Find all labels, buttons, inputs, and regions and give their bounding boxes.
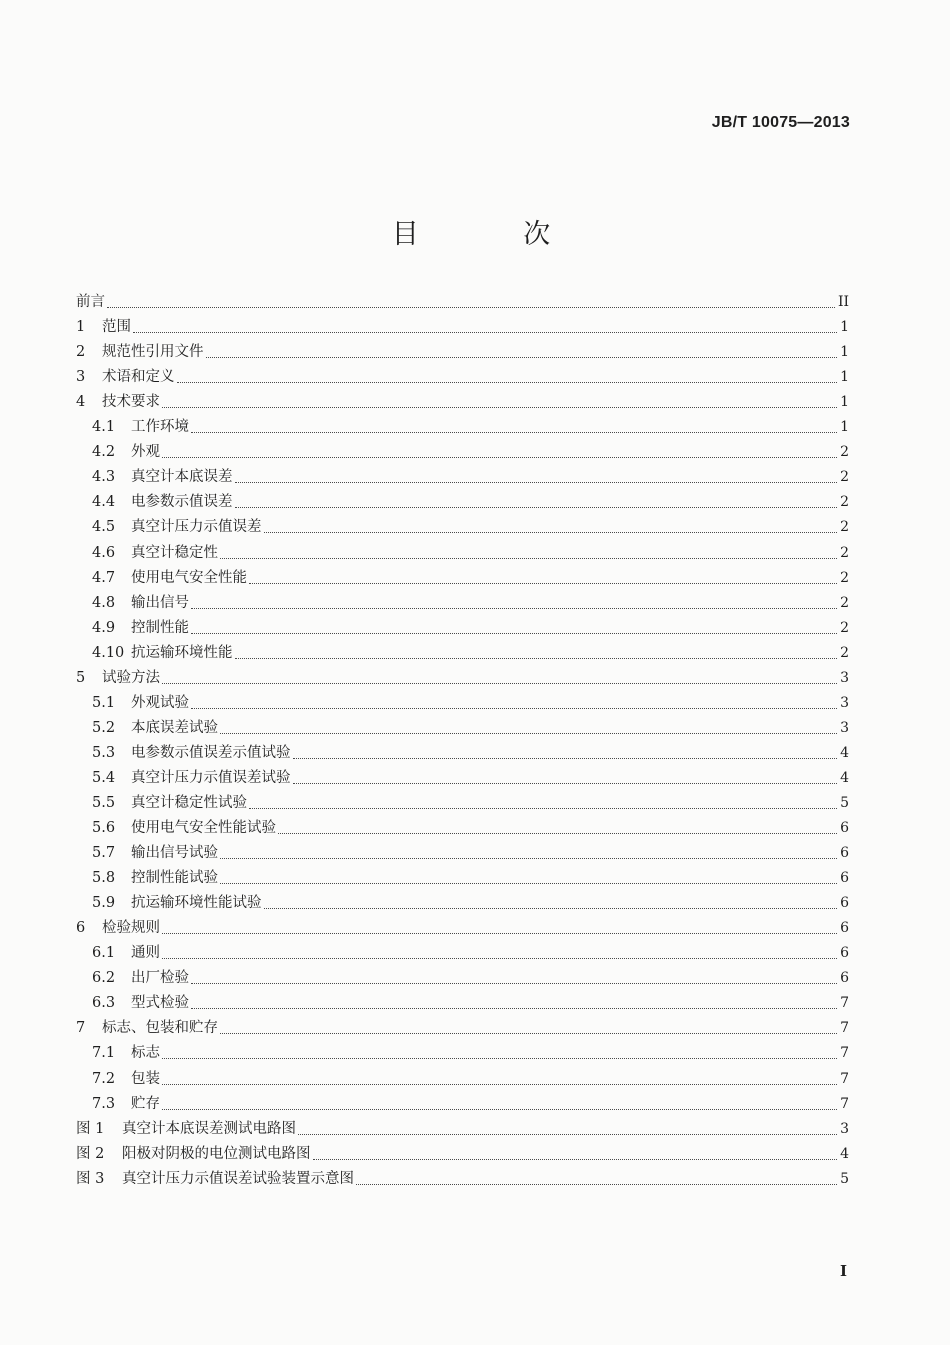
toc-entry-page: 1 xyxy=(840,419,849,436)
toc-entry-page: 1 xyxy=(840,344,849,361)
toc-entry[interactable] xyxy=(76,1117,849,1142)
toc-entry-number: 5.3 xyxy=(92,744,116,761)
toc-entry-label: 真空计稳定性 xyxy=(131,544,218,561)
toc-dot-leader xyxy=(162,933,837,934)
page-title: 目 次 xyxy=(391,219,599,250)
toc-entry[interactable] xyxy=(76,891,849,916)
toc-dot-leader xyxy=(191,708,837,709)
toc-entry-number: 7 xyxy=(76,1020,86,1037)
toc-entry-number: 4.9 xyxy=(92,619,116,636)
toc-entry-page: 6 xyxy=(840,920,849,937)
toc-entry[interactable] xyxy=(76,866,849,891)
toc-entry-label: 包装 xyxy=(131,1070,160,1087)
toc-entry[interactable] xyxy=(76,540,849,565)
toc-entry-number: 4.4 xyxy=(92,494,116,511)
toc-dot-leader xyxy=(191,608,837,609)
toc-entry[interactable] xyxy=(76,566,849,591)
toc-entry-number: 6 xyxy=(76,920,86,937)
toc-entry-page: 7 xyxy=(840,1095,849,1112)
toc-entry-number: 5.4 xyxy=(92,769,116,786)
toc-entry-label: 本底误差试验 xyxy=(131,719,218,736)
toc-entry[interactable] xyxy=(76,490,849,515)
toc-entry-number: 4.10 xyxy=(92,644,125,661)
toc-entry-number: 图 2 xyxy=(76,1145,105,1162)
toc-entry-number: 5.5 xyxy=(92,794,116,811)
toc-entry-label: 真空计本底误差测试电路图 xyxy=(122,1120,296,1137)
toc-dot-leader xyxy=(249,583,837,584)
toc-entry[interactable] xyxy=(76,941,849,966)
toc-dot-leader xyxy=(191,983,837,984)
toc-entry-number: 1 xyxy=(76,319,86,336)
toc-entry-label: 输出信号 xyxy=(131,594,189,611)
toc-entry-number: 5.1 xyxy=(92,694,116,711)
toc-entry[interactable] xyxy=(76,1016,849,1041)
toc-dot-leader xyxy=(293,783,838,784)
toc-entry-label: 检验规则 xyxy=(102,920,160,937)
toc-dot-leader xyxy=(107,307,835,308)
toc-entry[interactable] xyxy=(76,641,849,666)
toc-entry-label: 贮存 xyxy=(131,1095,160,1112)
toc-dot-leader xyxy=(235,658,838,659)
toc-entry-page: 3 xyxy=(840,694,849,711)
toc-entry-number: 2 xyxy=(76,344,86,361)
toc-entry[interactable] xyxy=(76,290,849,315)
toc-entry-number: 图 1 xyxy=(76,1120,105,1137)
toc-entry-page: 5 xyxy=(840,794,849,811)
toc-entry-label: 试验方法 xyxy=(102,669,160,686)
toc-entry-page: 3 xyxy=(840,719,849,736)
toc-entry-page: 6 xyxy=(840,820,849,837)
toc-dot-leader xyxy=(293,758,838,759)
toc-entry[interactable] xyxy=(76,1066,849,1091)
toc-dot-leader xyxy=(356,1184,837,1185)
toc-entry[interactable] xyxy=(76,666,849,691)
toc-entry-number: 5 xyxy=(76,669,86,686)
toc-entry-number: 5.2 xyxy=(92,719,116,736)
toc-entry-number: 4.8 xyxy=(92,594,116,611)
toc-entry[interactable] xyxy=(76,440,849,465)
toc-entry-page: 2 xyxy=(840,569,849,586)
toc-dot-leader xyxy=(191,633,837,634)
toc-entry-label: 输出信号试验 xyxy=(131,845,218,862)
toc-entry-label: 外观 xyxy=(131,444,160,461)
toc-entry-label: 出厂检验 xyxy=(131,970,189,987)
toc-entry-label: 通则 xyxy=(131,945,160,962)
toc-entry-page: 2 xyxy=(840,594,849,611)
toc-entry[interactable] xyxy=(76,616,849,641)
toc-dot-leader xyxy=(264,532,838,533)
toc-entry-label: 真空计稳定性试验 xyxy=(131,794,247,811)
toc-entry-number: 4.7 xyxy=(92,569,116,586)
toc-entry-label: 前言 xyxy=(76,294,105,311)
toc-dot-leader xyxy=(162,457,837,458)
toc-entry[interactable] xyxy=(76,465,849,490)
toc-entry-page: 1 xyxy=(840,319,849,336)
toc-entry[interactable] xyxy=(76,841,849,866)
toc-entry-label: 阳极对阴极的电位测试电路图 xyxy=(122,1145,311,1162)
toc-dot-leader xyxy=(162,1109,837,1110)
toc-entry-number: 7.2 xyxy=(92,1070,116,1087)
toc-entry-label: 工作环境 xyxy=(131,419,189,436)
toc-dot-leader xyxy=(313,1159,838,1160)
toc-entry-number: 3 xyxy=(76,369,86,386)
toc-entry-label: 型式检验 xyxy=(131,995,189,1012)
toc-dot-leader xyxy=(191,432,837,433)
table-of-contents xyxy=(76,290,849,1192)
toc-entry[interactable] xyxy=(76,716,849,741)
toc-entry-label: 标志、包装和贮存 xyxy=(102,1020,218,1037)
toc-dot-leader xyxy=(162,1084,837,1085)
toc-dot-leader xyxy=(191,1008,837,1009)
toc-entry-page: 3 xyxy=(840,1120,849,1137)
toc-dot-leader xyxy=(162,683,837,684)
toc-dot-leader xyxy=(235,507,838,508)
toc-entry-page: 6 xyxy=(840,870,849,887)
toc-entry-number: 7.1 xyxy=(92,1045,116,1062)
toc-entry-page: 2 xyxy=(840,444,849,461)
toc-entry-number: 4.1 xyxy=(92,419,116,436)
toc-entry-page: II xyxy=(837,294,849,311)
toc-entry[interactable] xyxy=(76,315,849,340)
toc-entry-page: 2 xyxy=(840,544,849,561)
page-folio: I xyxy=(839,1262,847,1280)
toc-dot-leader xyxy=(264,908,838,909)
toc-entry-page: 5 xyxy=(840,1170,849,1187)
toc-entry[interactable] xyxy=(76,390,849,415)
standard-code: JB/T 10075—2013 xyxy=(711,114,850,131)
toc-entry[interactable] xyxy=(76,1092,849,1117)
toc-entry-number: 5.7 xyxy=(92,845,116,862)
toc-dot-leader xyxy=(162,1058,837,1059)
toc-entry-label: 术语和定义 xyxy=(102,369,175,386)
toc-entry-number: 6.3 xyxy=(92,995,116,1012)
toc-entry[interactable] xyxy=(76,365,849,390)
toc-entry-page: 2 xyxy=(840,519,849,536)
toc-entry-number: 7.3 xyxy=(92,1095,116,1112)
toc-entry-page: 7 xyxy=(840,995,849,1012)
toc-entry-label: 电参数示值误差示值试验 xyxy=(131,744,291,761)
toc-entry-label: 真空计压力示值误差 xyxy=(131,519,262,536)
toc-entry-number: 4.6 xyxy=(92,544,116,561)
toc-dot-leader xyxy=(220,1033,837,1034)
toc-entry-label: 控制性能 xyxy=(131,619,189,636)
toc-dot-leader xyxy=(298,1134,837,1135)
toc-dot-leader xyxy=(220,558,837,559)
toc-entry[interactable] xyxy=(76,1041,849,1066)
toc-entry[interactable] xyxy=(76,340,849,365)
toc-entry-page: 2 xyxy=(840,619,849,636)
toc-entry-number: 图 3 xyxy=(76,1170,105,1187)
toc-dot-leader xyxy=(177,382,838,383)
toc-dot-leader xyxy=(206,357,838,358)
toc-entry[interactable] xyxy=(76,966,849,991)
toc-entry-page: 6 xyxy=(840,895,849,912)
toc-entry[interactable] xyxy=(76,515,849,540)
toc-entry[interactable] xyxy=(76,766,849,791)
toc-entry[interactable] xyxy=(76,816,849,841)
toc-dot-leader xyxy=(249,808,837,809)
toc-entry-number: 5.8 xyxy=(92,870,116,887)
toc-entry-label: 真空计本底误差 xyxy=(131,469,233,486)
toc-entry[interactable] xyxy=(76,991,849,1016)
toc-entry-label: 使用电气安全性能 xyxy=(131,569,247,586)
toc-dot-leader xyxy=(278,833,837,834)
toc-entry-page: 6 xyxy=(840,845,849,862)
toc-entry[interactable] xyxy=(76,1167,849,1192)
toc-entry-label: 电参数示值误差 xyxy=(131,494,233,511)
toc-entry-page: 4 xyxy=(840,1145,849,1162)
toc-entry-page: 7 xyxy=(840,1045,849,1062)
toc-entry-label: 规范性引用文件 xyxy=(102,344,204,361)
toc-entry-label: 范围 xyxy=(102,319,131,336)
toc-entry-page: 7 xyxy=(840,1070,849,1087)
toc-entry-label: 真空计压力示值误差试验 xyxy=(131,769,291,786)
toc-entry-page: 3 xyxy=(840,669,849,686)
toc-entry-page: 2 xyxy=(840,469,849,486)
toc-dot-leader xyxy=(162,958,837,959)
toc-entry-number: 5.9 xyxy=(92,895,116,912)
toc-dot-leader xyxy=(133,332,837,333)
toc-dot-leader xyxy=(220,883,837,884)
toc-dot-leader xyxy=(220,858,837,859)
toc-dot-leader xyxy=(235,482,838,483)
toc-entry-page: 1 xyxy=(840,369,849,386)
toc-entry[interactable] xyxy=(76,591,849,616)
toc-entry-label: 使用电气安全性能试验 xyxy=(131,820,276,837)
toc-entry-number: 5.6 xyxy=(92,820,116,837)
toc-entry[interactable] xyxy=(76,741,849,766)
toc-entry-number: 4.5 xyxy=(92,519,116,536)
toc-entry-number: 4.3 xyxy=(92,469,116,486)
toc-entry-page: 7 xyxy=(840,1020,849,1037)
toc-entry-label: 抗运输环境性能 xyxy=(131,644,233,661)
toc-entry-number: 4 xyxy=(76,394,86,411)
toc-entry-number: 6.1 xyxy=(92,945,116,962)
toc-entry-page: 2 xyxy=(840,644,849,661)
toc-entry-page: 4 xyxy=(840,744,849,761)
toc-entry[interactable] xyxy=(76,791,849,816)
toc-entry-label: 真空计压力示值误差试验装置示意图 xyxy=(122,1170,354,1187)
toc-entry-page: 2 xyxy=(840,494,849,511)
toc-entry-page: 4 xyxy=(840,769,849,786)
toc-entry-page: 6 xyxy=(840,945,849,962)
toc-entry-label: 技术要求 xyxy=(102,394,160,411)
toc-dot-leader xyxy=(220,733,837,734)
toc-entry-number: 6.2 xyxy=(92,970,116,987)
toc-entry[interactable] xyxy=(76,916,849,941)
toc-dot-leader xyxy=(162,407,837,408)
toc-entry-number: 4.2 xyxy=(92,444,116,461)
toc-entry-label: 抗运输环境性能试验 xyxy=(131,895,262,912)
toc-entry-page: 6 xyxy=(840,970,849,987)
toc-entry[interactable] xyxy=(76,415,849,440)
toc-entry-label: 控制性能试验 xyxy=(131,870,218,887)
toc-entry-label: 外观试验 xyxy=(131,694,189,711)
toc-entry[interactable] xyxy=(76,1142,849,1167)
toc-entry-page: 1 xyxy=(840,394,849,411)
toc-entry[interactable] xyxy=(76,691,849,716)
toc-entry-label: 标志 xyxy=(131,1045,160,1062)
